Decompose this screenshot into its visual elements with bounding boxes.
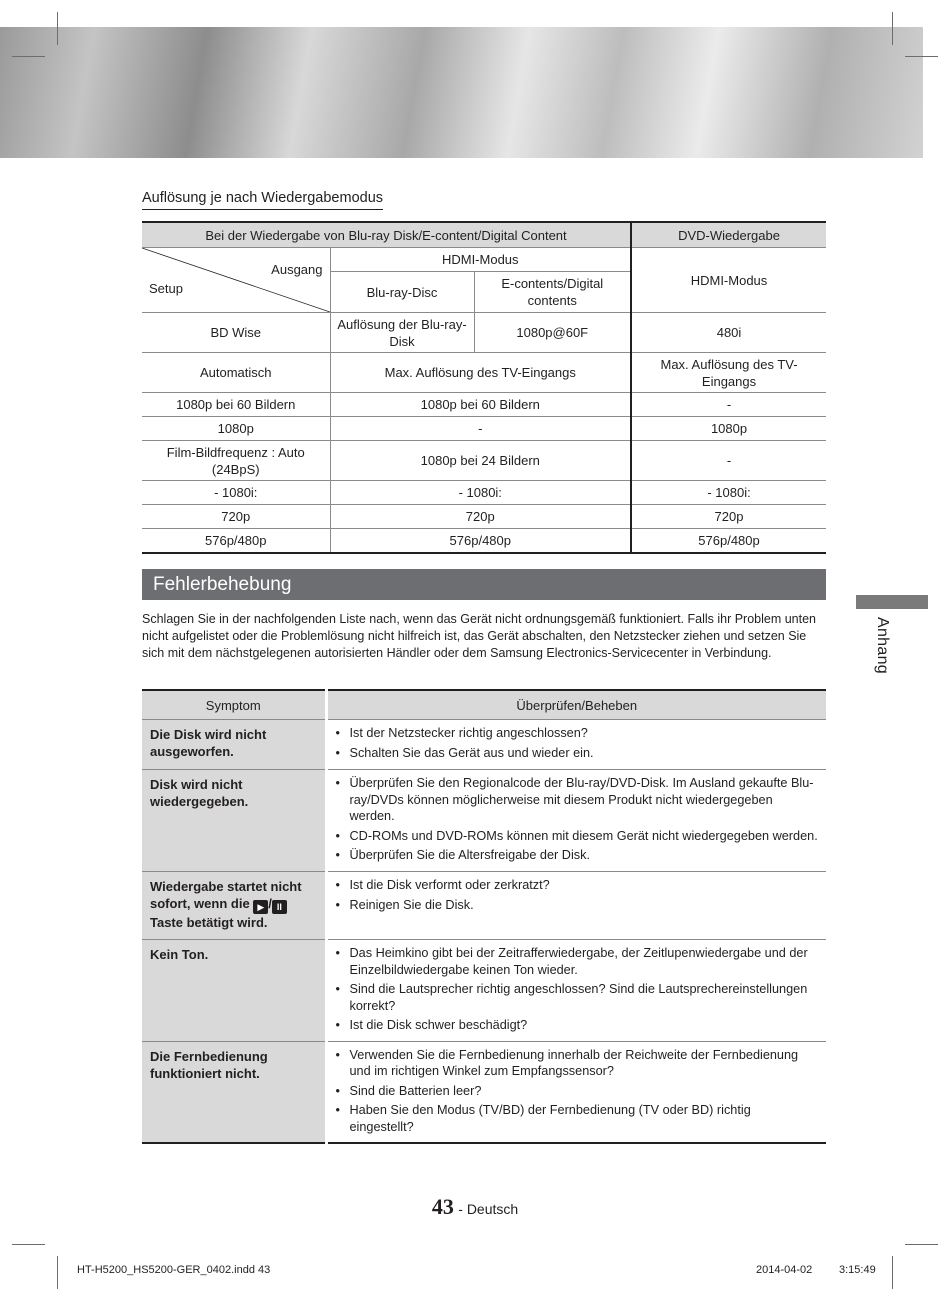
cell-setup: BD Wise bbox=[142, 313, 330, 353]
pause-icon: II bbox=[272, 900, 287, 914]
table-row bbox=[142, 770, 826, 872]
crop-mark-bottom-right-v bbox=[892, 1256, 893, 1289]
slug-filename: HT-H5200_HS5200-GER_0402.indd 43 bbox=[77, 1264, 271, 1276]
crop-mark-top-left-h bbox=[12, 56, 45, 57]
fix-list bbox=[336, 725, 819, 761]
fix-cell bbox=[326, 770, 826, 872]
table-header-row bbox=[142, 690, 826, 720]
fix-cell bbox=[326, 940, 826, 1042]
fix-item: • Überprüfen Sie den Regionalcode der Blu-ray/DVD-Disk. Im Ausland gekaufte Blu-ray/DVDs können möglicherweise mit diesem Produkt nicht wiedergegeben werden. bbox=[336, 775, 819, 825]
table-row bbox=[142, 481, 826, 505]
symptom-cell: Kein Ton. bbox=[142, 940, 326, 1042]
setup-label: Setup bbox=[149, 281, 183, 296]
crop-mark-bottom-left-h bbox=[12, 1244, 45, 1245]
table-header-row bbox=[142, 222, 826, 248]
cell-bd-output: 576p/480p bbox=[330, 529, 631, 553]
fix-item: • Ist die Disk verformt oder zerkratzt? bbox=[336, 877, 819, 894]
crop-mark-bottom-left-v bbox=[57, 1256, 58, 1289]
header-dvd-hdmi-mode: HDMI-Modus bbox=[631, 248, 826, 313]
section-title: Auflösung je nach Wiedergabemodus bbox=[142, 190, 383, 210]
cell-dvd: - bbox=[631, 393, 826, 417]
symptom-cell: Die Disk wird nicht ausgeworfen. bbox=[142, 720, 326, 770]
header-bluray-playback: Bei der Wiedergabe von Blu-ray Disk/E-content/Digital Content bbox=[142, 222, 631, 248]
crop-mark-top-left-v bbox=[57, 12, 58, 45]
output-label: Ausgang bbox=[271, 262, 323, 277]
cell-dvd: 720p bbox=[631, 505, 826, 529]
cell-dvd: Max. Auflösung des TV-Eingangs bbox=[631, 353, 826, 393]
fix-item: • CD-ROMs und DVD-ROMs können mit diesem Gerät nicht wiedergegeben werden. bbox=[336, 828, 819, 845]
table-row bbox=[142, 393, 826, 417]
cell-setup: - 1080i: bbox=[142, 481, 330, 505]
table-row bbox=[142, 529, 826, 553]
cell-dvd: 576p/480p bbox=[631, 529, 826, 553]
troubleshooting-table bbox=[142, 689, 826, 1144]
cell-bd-output: Max. Auflösung des TV-Eingangs bbox=[330, 353, 631, 393]
cell-dvd: - 1080i: bbox=[631, 481, 826, 505]
cell-econtent: 1080p@60F bbox=[474, 313, 631, 353]
header-banner bbox=[0, 27, 923, 158]
cell-setup: Film-Bildfrequenz : Auto (24BpS) bbox=[142, 441, 330, 481]
cell-dvd: 480i bbox=[631, 313, 826, 353]
play-icon: ▶ bbox=[253, 900, 268, 914]
symptom-cell: Die Fernbedienung funktioniert nicht. bbox=[142, 1041, 326, 1143]
slug-date: 2014-04-02 bbox=[756, 1264, 813, 1276]
fix-item: • Ist der Netzstecker richtig angeschlossen? bbox=[336, 725, 819, 742]
crop-mark-bottom-right-h bbox=[905, 1244, 938, 1245]
header-check-fix: Überprüfen/Beheben bbox=[326, 690, 826, 720]
cell-dvd: 1080p bbox=[631, 417, 826, 441]
fix-item: • Reinigen Sie die Disk. bbox=[336, 897, 819, 914]
cell-bd-output: 1080p bei 24 Bildern bbox=[330, 441, 631, 481]
fix-item: • Sind die Lautsprecher richtig angeschlossen? Sind die Lautsprechereinstellungen korrekt? bbox=[336, 981, 819, 1014]
crop-mark-top-right-v bbox=[892, 12, 893, 45]
header-dvd-playback: DVD-Wiedergabe bbox=[631, 222, 826, 248]
symptom-cell: Disk wird nicht wiedergegeben. bbox=[142, 770, 326, 872]
cell-bd-output: 1080p bei 60 Bildern bbox=[330, 393, 631, 417]
table-row bbox=[142, 505, 826, 529]
cell-bd-output: - bbox=[330, 417, 631, 441]
symptom-text: Wiedergabe startet nicht sofort, wenn die bbox=[150, 879, 302, 911]
resolution-table bbox=[142, 221, 826, 554]
troubleshooting-heading: Fehlerbehebung bbox=[142, 569, 826, 600]
cell-setup: Automatisch bbox=[142, 353, 330, 393]
setup-output-corner bbox=[142, 248, 330, 313]
table-header-row bbox=[142, 248, 826, 272]
crop-mark-top-right-h bbox=[905, 56, 938, 57]
cell-setup: 576p/480p bbox=[142, 529, 330, 553]
cell-dvd: - bbox=[631, 441, 826, 481]
table-row bbox=[142, 720, 826, 770]
symptom-cell bbox=[142, 872, 326, 940]
table-row bbox=[142, 872, 826, 940]
slash-separator: / bbox=[268, 896, 272, 911]
fix-item: • Sind die Batterien leer? bbox=[336, 1083, 819, 1100]
page-language: - Deutsch bbox=[458, 1201, 519, 1217]
cell-setup: 720p bbox=[142, 505, 330, 529]
page-footer bbox=[0, 1194, 950, 1220]
cell-setup: 1080p bei 60 Bildern bbox=[142, 393, 330, 417]
table-row bbox=[142, 353, 826, 393]
table-row bbox=[142, 940, 826, 1042]
cell-bluray: Auflösung der Blu-ray-Disk bbox=[330, 313, 474, 353]
cell-bd-output: - 1080i: bbox=[330, 481, 631, 505]
slug-time: 3:15:49 bbox=[839, 1264, 876, 1276]
fix-item: • Das Heimkino gibt bei der Zeitrafferwiedergabe, der Zeitlupenwiedergabe und der Einzelbildwiedergabe keinen Ton wieder. bbox=[336, 945, 819, 978]
header-symptom: Symptom bbox=[142, 690, 326, 720]
header-hdmi-mode: HDMI-Modus bbox=[330, 248, 631, 272]
fix-cell bbox=[326, 720, 826, 770]
fix-list bbox=[336, 1047, 819, 1136]
fix-item: • Überprüfen Sie die Altersfreigabe der Disk. bbox=[336, 847, 819, 864]
header-econtents: E-contents/Digital contents bbox=[474, 272, 631, 313]
table-row bbox=[142, 313, 826, 353]
page-number: 43 bbox=[431, 1194, 454, 1219]
fix-item: • Haben Sie den Modus (TV/BD) der Fernbedienung (TV oder BD) richtig eingestellt? bbox=[336, 1102, 819, 1135]
fix-cell bbox=[326, 1041, 826, 1143]
symptom-text: Taste betätigt wird. bbox=[150, 915, 268, 930]
table-row bbox=[142, 441, 826, 481]
fix-list bbox=[336, 877, 819, 913]
side-tab-marker bbox=[856, 595, 928, 609]
fix-item: • Verwenden Sie die Fernbedienung innerhalb der Reichweite der Fernbedienung und im richtigen Winkel zum Empfangssensor? bbox=[336, 1047, 819, 1080]
fix-list bbox=[336, 945, 819, 1034]
header-bluray-disc: Blu-ray-Disc bbox=[330, 272, 474, 313]
fix-item: • Schalten Sie das Gerät aus und wieder ein. bbox=[336, 745, 819, 762]
fix-list bbox=[336, 775, 819, 864]
side-tab-label: Anhang bbox=[874, 617, 891, 674]
table-row bbox=[142, 1041, 826, 1143]
fix-cell bbox=[326, 872, 826, 940]
troubleshooting-intro: Schlagen Sie in der nachfolgenden Liste nach, wenn das Gerät nicht ordnungsgemäß funktioniert. Falls ihr Problem unten nicht aufgelistet oder die Problemlösung nicht hilfreich ist, das Gerät abschalten, den Netzstecker ziehen und setzen Sie sich mit dem nächstgelegenen autorisierten Händler oder dem Samsung Electronics-Servicecenter in Verbindung. bbox=[142, 612, 817, 660]
cell-bd-output: 720p bbox=[330, 505, 631, 529]
fix-item: • Ist die Disk schwer beschädigt? bbox=[336, 1017, 819, 1034]
table-row bbox=[142, 417, 826, 441]
cell-setup: 1080p bbox=[142, 417, 330, 441]
